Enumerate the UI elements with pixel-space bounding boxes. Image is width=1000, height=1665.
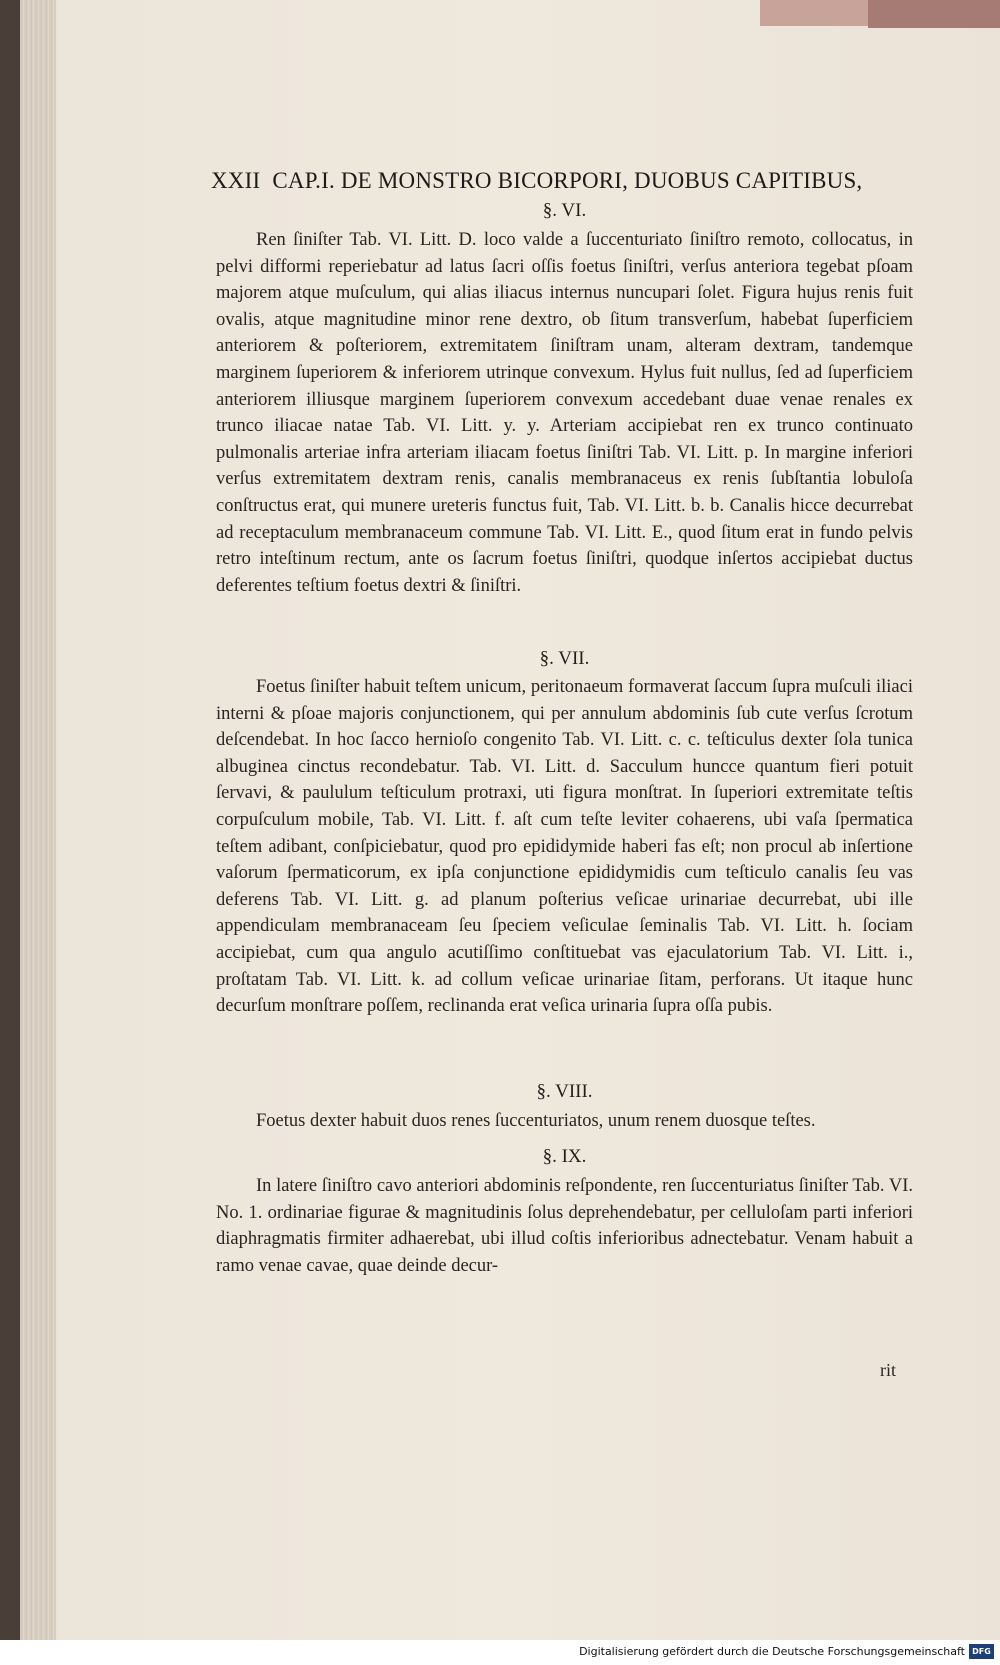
paragraph: Foetus ſiniſter habuit teſtem unicum, peritonaeum formaverat ſaccum ſupra muſculi iliaci interni & pſoae majoris conjunctionem, qui per annulum abdominis ſub cute verſus ſcrotum deſcendebat. In hoc ſacco hernioſo congenito Tab. VI. Litt. c. c. teſticulus dexter ſola tunica albuginea cinctus recondebatur. Tab. VI. Litt. d. Sacculum huncce quantum fieri potuit ſervavi, & paululum teſticulum protraxi, uti figura monſtrat. In ſuperiori extremitate teſtis corpuſculum mobile, Tab. VI. Litt. f. aſt cum teſte leviter cohaerens, ubi vaſa ſpermatica teſtem adibant, conſpiciebatur, quod pro epididymide haberi fas eſt; non procul ab inſertione vaſorum ſpermaticorum, ex ipſa conjunctione epididymidis cum teſticulo canalis ſeu vas deferens Tab. VI. Litt. g. ad planum poſterius veſicae urinariae decurrebat, ubi ille appendiculam membranaceam ſeu ſpeciem veſiculae ſeminalis Tab. VI. Litt. h. ſociam accipiebat, cum qua angulo acutiſſimo conſtituebat vas ejaculatorium Tab. VI. Litt. i., proſtatam Tab. VI. Litt. k. ad collum veſicae urinariae ſitam, perforans. Ut itaque hunc decurſum monſtrare poſſem, reclinanda erat veſica urinaria ſupra oſſa pubis. [216,677,913,1017]
running-title: CAP.I. DE MONSTRO BICORPORI, DUOBUS CAPITIBUS, [272,168,863,193]
section-body-ix [216,1173,913,1279]
section-heading-vi: §. VI. [542,200,587,221]
page-edge-stack [20,0,56,1640]
page-number: XXII [211,168,261,193]
funding-credit: Digitalisierung gefördert durch die Deutsche Forschungsgemeinschaft [579,1645,965,1658]
dfg-logo-icon: DFG [969,1644,994,1659]
paragraph: Ren ſiniſter Tab. VI. Litt. D. loco valde a ſuccenturiato ſiniſtro remoto, collocatus, in pelvi difformi reperiebatur ad latus ſacri oſſis foetus ſiniſtri, verſus anteriora tegebat pſoam majorem atque muſculum, qui alias iliacus internus nuncupari ſolet. Figura hujus renis fuit ovalis, atque magnitudine minor rene dextro, ob ſitum transverſum, habebat ſuperficiem anteriorem & poſteriorem, extremitatem ſiniſtram unam, alteram dextram, tandemque marginem ſuperiorem & inferiorem utrinque convexum. Hylus fuit nullus, ſed ad ſuperficiem anteriorem illiusque marginem ſuperiorem convexum accedebant duae venae renales ex trunco iliacae natae Tab. VI. Litt. y. y. Arteriam accipiebat ren ex trunco continuato pulmonalis arteriae infra arteriam iliacam foetus ſiniſtri Tab. VI. Litt. p. In margine inferiori verſus extremitatem dextram renis, canalis membranaceus ex renis ſubſtantia lobuloſa conſtructus erat, qui munere ureteris functus fuit, Tab. VI. Litt. b. b. Canalis hicce decurrebat ad receptaculum membranaceum commune Tab. VI. Litt. E., quod ſitum erat in fundo pelvis retro inteſtinum rectum, ante os ſacrum foetus ſiniſtri, quodque inſertos accipiebat ductus deferentes teſtium foetus dextri & ſiniſtri. [216,230,913,596]
section-body-viii [216,1108,913,1135]
paragraph: In latere ſiniſtro cavo anteriori abdominis reſpondente, ren ſuccenturiatus ſiniſter Tab. VI. No. 1. ordinariae figurae & magnitudinis ſolus deprehendebatur, per celluloſam parti inferiori diaphragmatis firmiter adhaerebat, ubi illud coſtis inferioribus adnectebatur. Venam habuit a ramo venae cavae, quae deinde decur- [216,1176,913,1276]
corner-tab-dark [868,0,1000,28]
section-heading-vii: §. VII. [539,648,590,669]
section-heading-viii: §. VIII. [536,1081,593,1102]
running-header [211,168,916,194]
section-body-vi [216,227,913,599]
paragraph: Foetus dexter habuit duos renes ſuccenturiatos, unum renem duosque teſtes. [256,1111,816,1131]
section-heading-ix: §. IX. [542,1146,587,1167]
catchword: rit [880,1360,896,1380]
footer-bar [0,1640,1000,1665]
section-body-vii [216,674,913,1020]
